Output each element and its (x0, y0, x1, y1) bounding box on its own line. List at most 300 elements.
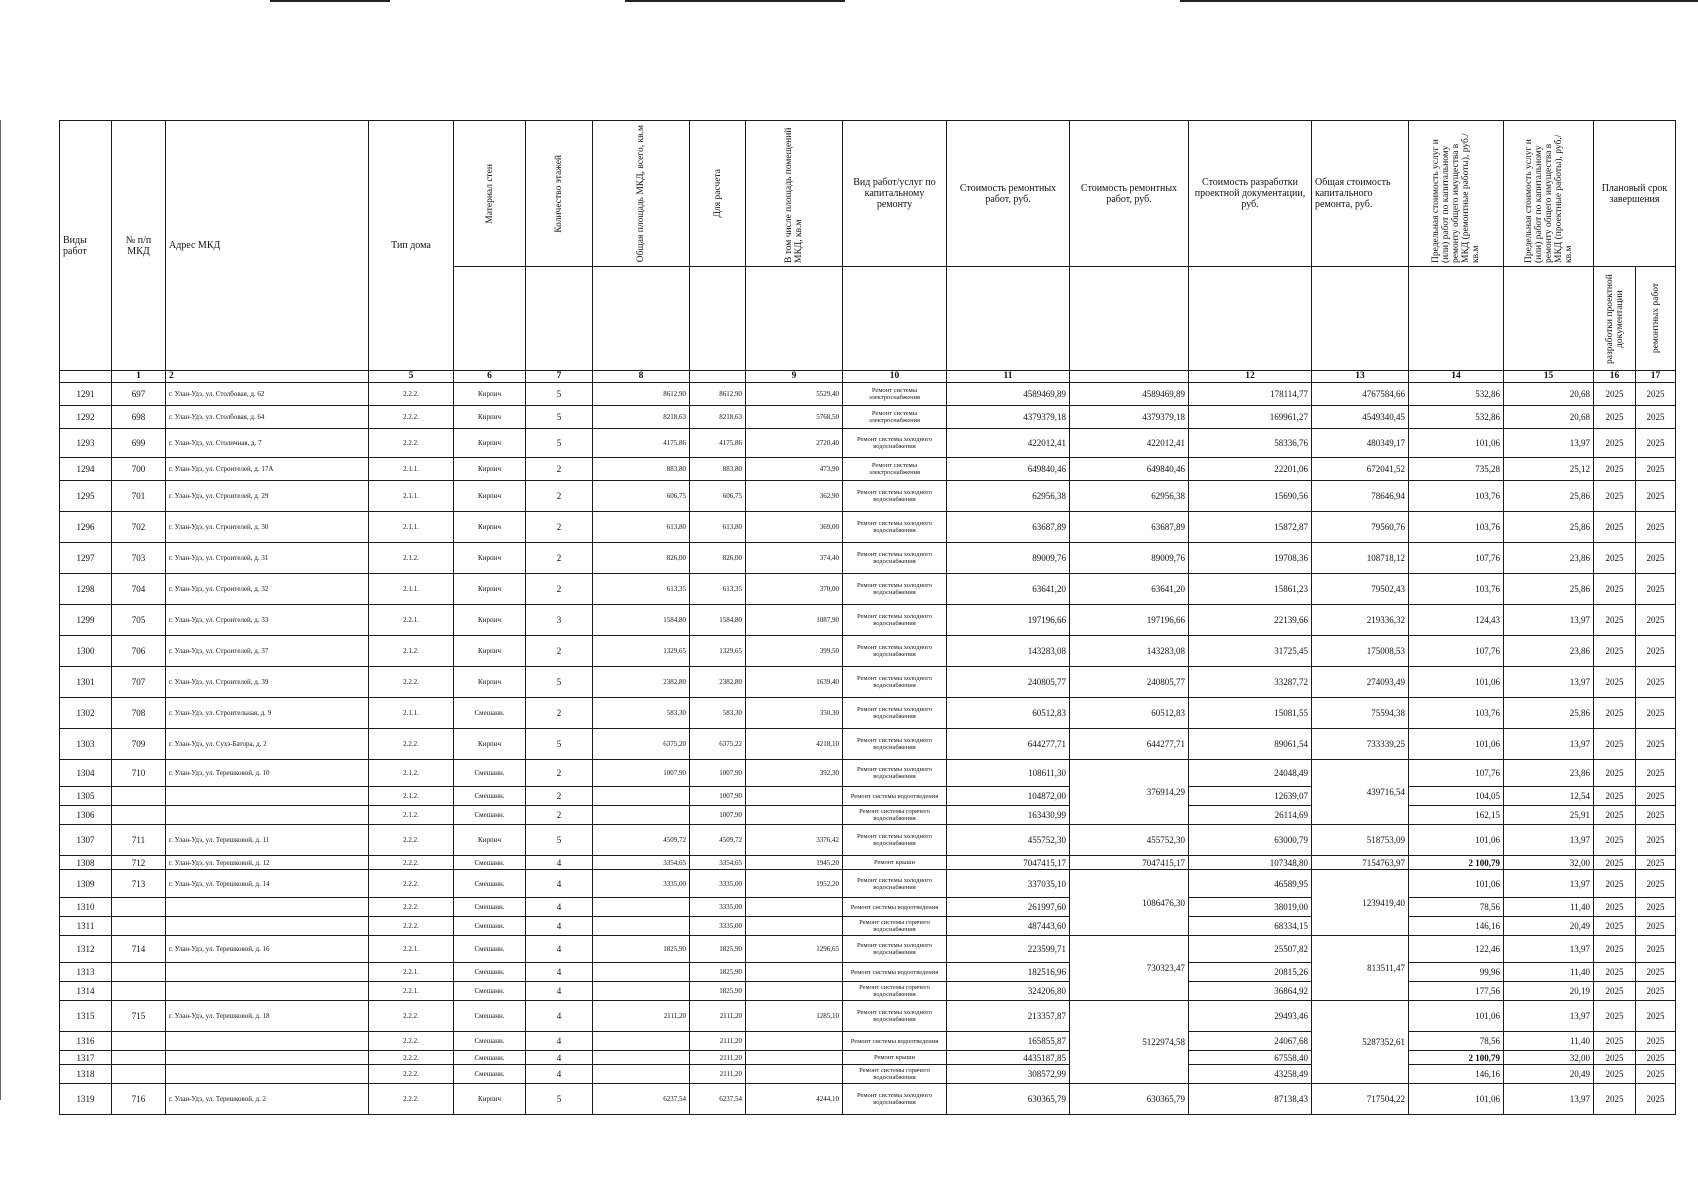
table-row (60, 543, 1676, 574)
cell-fl: 2 (526, 574, 593, 605)
cell-id: 1312 (60, 936, 112, 963)
cell-total: 75594,38 (1312, 698, 1409, 729)
cell-y1: 2025 (1594, 481, 1636, 512)
header-total-cost: Общая стоимость капитального ремонта, руб. (1312, 121, 1409, 267)
cell-fl: 2 (526, 512, 593, 543)
cell-lim2: 13,97 (1504, 429, 1594, 458)
cell-prem: 1639,40 (746, 667, 843, 698)
table-row (60, 917, 1676, 936)
cell-cost: 644277,71 (947, 729, 1070, 760)
cell-lim1: 122,46 (1409, 936, 1504, 963)
table-row (60, 787, 1676, 806)
cell-work: Ремонт системы электроснабжения (843, 406, 947, 429)
cell-fl: 4 (526, 1001, 593, 1032)
cell-cost2: 7047415,17 (1070, 856, 1189, 870)
cell-work: Ремонт системы горячего водоснабжения (843, 982, 947, 1001)
table-row (60, 936, 1676, 963)
cell-y2: 2025 (1636, 787, 1676, 806)
cell-lim2: 25,86 (1504, 512, 1594, 543)
cell-mat: Смешанн. (454, 856, 526, 870)
cell-work: Ремонт системы горячего водоснабжения (843, 1065, 947, 1084)
cell-y2: 2025 (1636, 636, 1676, 667)
cell-cost2: 376914,29 (1070, 760, 1189, 825)
cell-calc: 3354,65 (690, 856, 746, 870)
cell-type: 2.1.1. (369, 574, 454, 605)
cell-total: 4767584,66 (1312, 383, 1409, 406)
cell-addr: г. Улан-Удэ, ул. Терешковой, д. 10 (166, 760, 369, 787)
cell-addr (166, 1065, 369, 1084)
cell-type: 2.2.1. (369, 605, 454, 636)
cell-prem: 370,00 (746, 574, 843, 605)
cell-y1: 2025 (1594, 383, 1636, 406)
cell-y1: 2025 (1594, 1065, 1636, 1084)
header-blank-16 (1504, 267, 1594, 371)
cell-prem (746, 963, 843, 982)
cell-cost: 630365,79 (947, 1084, 1070, 1115)
cell-calc: 4175,86 (690, 429, 746, 458)
cell-cost: 422012,41 (947, 429, 1070, 458)
cell-total: 78646,94 (1312, 481, 1409, 512)
cell-cost: 63687,89 (947, 512, 1070, 543)
cell-y1: 2025 (1594, 825, 1636, 856)
cell-cost2: 730323,47 (1070, 936, 1189, 1001)
cell-n: 714 (112, 936, 166, 963)
cell-mat: Кирпич (454, 406, 526, 429)
cell-lim2: 13,97 (1504, 870, 1594, 898)
scan-top-line-left (270, 0, 390, 2)
header-design-cost: Стоимость разработки проектной документации, руб. (1189, 121, 1312, 267)
cell-prem: 1945,20 (746, 856, 843, 870)
cell-mat: Смешанн. (454, 1032, 526, 1051)
cell-y2: 2025 (1636, 1051, 1676, 1065)
cell-y1: 2025 (1594, 898, 1636, 917)
cell-y2: 2025 (1636, 1032, 1676, 1051)
cell-mat: Смешанн. (454, 787, 526, 806)
cell-area (593, 917, 690, 936)
cell-work: Ремонт системы холодного водоснабжения (843, 667, 947, 698)
cell-n: 699 (112, 429, 166, 458)
cell-y2: 2025 (1636, 1001, 1676, 1032)
cell-lim1: 101,06 (1409, 729, 1504, 760)
cell-lim1: 103,76 (1409, 574, 1504, 605)
cell-cost2: 644277,71 (1070, 729, 1189, 760)
header-blank-6 (526, 267, 593, 371)
cell-y1: 2025 (1594, 698, 1636, 729)
cell-y1: 2025 (1594, 936, 1636, 963)
cell-fl: 2 (526, 481, 593, 512)
header-deadline-repair: ремонтных работ (1636, 267, 1676, 371)
cell-lim1: 103,76 (1409, 512, 1504, 543)
table-row (60, 898, 1676, 917)
cell-type: 2.2.2. (369, 1032, 454, 1051)
cell-n (112, 963, 166, 982)
cell-mat: Смешанн. (454, 1051, 526, 1065)
cell-type: 2.2.2. (369, 870, 454, 898)
cell-work: Ремонт системы горячего водоснабжения (843, 806, 947, 825)
cell-design: 22139,66 (1189, 605, 1312, 636)
cell-lim1: 78,56 (1409, 898, 1504, 917)
table-row (60, 760, 1676, 787)
cell-cost: 197196,66 (947, 605, 1070, 636)
cell-y1: 2025 (1594, 1001, 1636, 1032)
cell-calc: 1329,65 (690, 636, 746, 667)
cell-type: 2.2.2. (369, 1051, 454, 1065)
cell-prem: 399,50 (746, 636, 843, 667)
cell-design: 15690,56 (1189, 481, 1312, 512)
cell-cost2: 649840,46 (1070, 458, 1189, 481)
cell-id: 1309 (60, 870, 112, 898)
cell-addr: г. Улан-Удэ, ул. Терешковой, д. 18 (166, 1001, 369, 1032)
cell-prem: 473,90 (746, 458, 843, 481)
cell-fl: 4 (526, 870, 593, 898)
cell-y2: 2025 (1636, 806, 1676, 825)
cell-mat: Смешанн. (454, 806, 526, 825)
cell-cost2: 60512,83 (1070, 698, 1189, 729)
cell-n (112, 1065, 166, 1084)
cell-y1: 2025 (1594, 605, 1636, 636)
cell-mat: Смешанн. (454, 1065, 526, 1084)
table-row (60, 574, 1676, 605)
cell-work: Ремонт системы электроснабжения (843, 383, 947, 406)
cell-y1: 2025 (1594, 963, 1636, 982)
cell-id: 1311 (60, 917, 112, 936)
cell-area: 1584,80 (593, 605, 690, 636)
cell-lim2: 23,86 (1504, 636, 1594, 667)
cell-fl: 2 (526, 806, 593, 825)
cell-y2: 2025 (1636, 1084, 1676, 1115)
header-blank-12 (1070, 267, 1189, 371)
cell-area: 1825,90 (593, 936, 690, 963)
header-limit-repair: Предельная стоимость услуг и (или) работ по капитальному ремонту общего имущества в МКД (ремонтные работы), руб./кв.м (1409, 121, 1504, 267)
scan-left-edge (0, 120, 1, 1100)
cell-y1: 2025 (1594, 406, 1636, 429)
cell-total: 733339,25 (1312, 729, 1409, 760)
cell-lim2: 13,97 (1504, 936, 1594, 963)
cell-total: 175008,53 (1312, 636, 1409, 667)
cell-area: 2382,80 (593, 667, 690, 698)
cell-total: 79502,43 (1312, 574, 1409, 605)
cell-mat: Кирпич (454, 543, 526, 574)
cell-area: 1329,65 (593, 636, 690, 667)
cell-cost2: 197196,66 (1070, 605, 1189, 636)
cell-calc: 2111,20 (690, 1001, 746, 1032)
header-vid: Виды работ (60, 121, 112, 371)
cell-addr (166, 917, 369, 936)
table-row (60, 406, 1676, 429)
colnum-blank-c (1070, 371, 1189, 383)
cell-fl: 4 (526, 898, 593, 917)
colnum-9: 9 (746, 371, 843, 383)
cell-n: 698 (112, 406, 166, 429)
cell-n: 701 (112, 481, 166, 512)
table-row (60, 1084, 1676, 1115)
cell-lim1: 99,96 (1409, 963, 1504, 982)
cell-y2: 2025 (1636, 982, 1676, 1001)
cell-y1: 2025 (1594, 1051, 1636, 1065)
cell-type: 2.2.2. (369, 917, 454, 936)
cell-y2: 2025 (1636, 870, 1676, 898)
cell-n (112, 917, 166, 936)
colnum-2: 2 (166, 371, 369, 383)
cell-y2: 2025 (1636, 458, 1676, 481)
colnum-5: 5 (369, 371, 454, 383)
cell-prem (746, 787, 843, 806)
cell-fl: 4 (526, 917, 593, 936)
cell-total: 219336,32 (1312, 605, 1409, 636)
cell-design: 24048,49 (1189, 760, 1312, 787)
cell-addr: г. Улан-Удэ, ул. Строителей, д. 39 (166, 667, 369, 698)
colnum-15: 15 (1504, 371, 1594, 383)
cell-cost2: 240805,77 (1070, 667, 1189, 698)
header-calc: Для расчета (690, 121, 746, 267)
cell-type: 2.1.1. (369, 512, 454, 543)
cell-y2: 2025 (1636, 898, 1676, 917)
cell-y2: 2025 (1636, 512, 1676, 543)
cell-calc: 2382,80 (690, 667, 746, 698)
cell-type: 2.2.2. (369, 856, 454, 870)
cell-prem: 4218,10 (746, 729, 843, 760)
cell-lim2: 13,97 (1504, 1084, 1594, 1115)
cell-design: 26114,69 (1189, 806, 1312, 825)
cell-lim1: 162,15 (1409, 806, 1504, 825)
cell-prem (746, 1032, 843, 1051)
colnum-1: 1 (112, 371, 166, 383)
cell-mat: Кирпич (454, 825, 526, 856)
header-deadline-design: разработки проектной документации (1594, 267, 1636, 371)
cell-fl: 2 (526, 787, 593, 806)
cell-cost2: 1086476,30 (1070, 870, 1189, 936)
cell-n: 710 (112, 760, 166, 787)
header-limit-design: Предельная стоимость услуг и (или) работ по капитальному ремонту общего имущества в МКД (проектные работы), руб./кв.м (1504, 121, 1594, 267)
cell-calc: 1825,90 (690, 963, 746, 982)
cell-cost: 240805,77 (947, 667, 1070, 698)
cell-id: 1313 (60, 963, 112, 982)
cell-lim2: 23,86 (1504, 760, 1594, 787)
header-floors: Количество этажей (526, 121, 593, 267)
cell-area: 3354,65 (593, 856, 690, 870)
cell-lim2: 20,49 (1504, 1065, 1594, 1084)
cell-fl: 2 (526, 636, 593, 667)
cell-total: 7154763,97 (1312, 856, 1409, 870)
table-row (60, 1001, 1676, 1032)
cell-addr: г. Улан-Удэ, ул. Терешковой, д. 2 (166, 1084, 369, 1115)
cell-y2: 2025 (1636, 543, 1676, 574)
cell-prem: 369,00 (746, 512, 843, 543)
cell-lim1: 146,16 (1409, 917, 1504, 936)
table-row (60, 963, 1676, 982)
cell-calc: 6237,54 (690, 1084, 746, 1115)
cell-id: 1302 (60, 698, 112, 729)
cell-design: 87138,43 (1189, 1084, 1312, 1115)
cell-addr: г. Улан-Удэ, ул. Строителей, д. 33 (166, 605, 369, 636)
cell-mat: Кирпич (454, 636, 526, 667)
cell-cost: 324206,80 (947, 982, 1070, 1001)
cell-addr (166, 787, 369, 806)
cell-area: 4175,86 (593, 429, 690, 458)
cell-cost: 649840,46 (947, 458, 1070, 481)
colnum-12: 12 (1189, 371, 1312, 383)
cell-lim2: 25,91 (1504, 806, 1594, 825)
cell-area (593, 982, 690, 1001)
cell-total: 717504,22 (1312, 1084, 1409, 1115)
cell-cost: 213357,87 (947, 1001, 1070, 1032)
cell-work: Ремонт системы холодного водоснабжения (843, 698, 947, 729)
cell-addr (166, 982, 369, 1001)
cell-calc: 1584,80 (690, 605, 746, 636)
cell-addr: г. Улан-Удэ, ул. Столбовая, д. 62 (166, 383, 369, 406)
cell-cost: 163430,99 (947, 806, 1070, 825)
cell-y2: 2025 (1636, 917, 1676, 936)
cell-area: 1007,90 (593, 760, 690, 787)
cell-n: 709 (112, 729, 166, 760)
header-address: Адрес МКД (166, 121, 369, 371)
cell-addr: г. Улан-Удэ, ул. Строительная, д. 9 (166, 698, 369, 729)
cell-y2: 2025 (1636, 698, 1676, 729)
header-repair-cost-2: Стоимость ремонтных работ, руб. (1070, 121, 1189, 267)
cell-lim1: 103,76 (1409, 481, 1504, 512)
cell-design: 89061,54 (1189, 729, 1312, 760)
header-premises-area: В том числе площадь помещений МКД, кв.м (746, 121, 843, 267)
cell-lim1: 101,06 (1409, 870, 1504, 898)
cell-total: 5287352,61 (1312, 1001, 1409, 1084)
cell-lim1: 124,43 (1409, 605, 1504, 636)
cell-n (112, 787, 166, 806)
cell-calc: 4509,72 (690, 825, 746, 856)
cell-area: 2111,20 (593, 1001, 690, 1032)
cell-fl: 2 (526, 760, 593, 787)
colnum-14: 14 (1409, 371, 1504, 383)
cell-design: 31725,45 (1189, 636, 1312, 667)
cell-id: 1292 (60, 406, 112, 429)
cell-addr: г. Улан-Удэ, ул. Столичная, д. 7 (166, 429, 369, 458)
cell-work: Ремонт системы водоотведения (843, 1032, 947, 1051)
header-walls: Материал стен (454, 121, 526, 267)
cell-area: 613,35 (593, 574, 690, 605)
cell-area (593, 1065, 690, 1084)
cell-prem (746, 982, 843, 1001)
cell-lim1: 101,06 (1409, 1001, 1504, 1032)
cell-fl: 4 (526, 1051, 593, 1065)
cell-mat: Смешанн. (454, 760, 526, 787)
scan-top-line-right (1180, 0, 1698, 2)
cell-calc: 8612,90 (690, 383, 746, 406)
cell-n: 715 (112, 1001, 166, 1032)
cell-design: 67558,40 (1189, 1051, 1312, 1065)
cell-mat: Кирпич (454, 729, 526, 760)
cell-lim2: 25,86 (1504, 698, 1594, 729)
cell-lim1: 101,06 (1409, 1084, 1504, 1115)
cell-area (593, 806, 690, 825)
cell-design: 12639,07 (1189, 787, 1312, 806)
cell-cost: 62956,38 (947, 481, 1070, 512)
cell-lim2: 32,00 (1504, 856, 1594, 870)
cell-cost: 261997,60 (947, 898, 1070, 917)
cell-calc: 3335,00 (690, 870, 746, 898)
cell-cost: 223599,71 (947, 936, 1070, 963)
cell-id: 1310 (60, 898, 112, 917)
cell-type: 2.2.2. (369, 429, 454, 458)
colnum-10: 10 (843, 371, 947, 383)
cell-addr: г. Улан-Удэ, ул. Терешковой, д. 14 (166, 870, 369, 898)
cell-n: 706 (112, 636, 166, 667)
cell-cost2: 4379379,18 (1070, 406, 1189, 429)
cell-lim1: 103,76 (1409, 698, 1504, 729)
cell-addr: г. Улан-Удэ, ул. Терешковой, д. 12 (166, 856, 369, 870)
cell-addr: г. Улан-Удэ, ул. Строителей, д. 37 (166, 636, 369, 667)
cell-y1: 2025 (1594, 870, 1636, 898)
header-work-type: Вид работ/услуг по капитальному ремонту (843, 121, 947, 267)
cell-lim2: 25,86 (1504, 481, 1594, 512)
cell-addr: г. Улан-Удэ, ул. Строителей, д. 32 (166, 574, 369, 605)
cell-addr: г. Улан-Удэ, ул. Сухэ-Батора, д. 2 (166, 729, 369, 760)
cell-calc: 606,75 (690, 481, 746, 512)
cell-lim1: 101,06 (1409, 825, 1504, 856)
table-row (60, 698, 1676, 729)
cell-design: 15872,87 (1189, 512, 1312, 543)
cell-prem: 3376,42 (746, 825, 843, 856)
cell-id: 1317 (60, 1051, 112, 1065)
cell-cost: 60512,83 (947, 698, 1070, 729)
cell-area: 606,75 (593, 481, 690, 512)
colnum-13: 13 (1312, 371, 1409, 383)
cell-work: Ремонт системы холодного водоснабжения (843, 1001, 947, 1032)
cell-work: Ремонт системы электроснабжения (843, 458, 947, 481)
header-blank-7 (593, 267, 690, 371)
colnum-blank-b (690, 371, 746, 383)
cell-calc: 613,35 (690, 574, 746, 605)
cell-addr: г. Улан-Удэ, ул. Строителей, д. 30 (166, 512, 369, 543)
cell-design: 107348,80 (1189, 856, 1312, 870)
colnum-6: 6 (454, 371, 526, 383)
cell-area: 613,80 (593, 512, 690, 543)
cell-lim1: 146,16 (1409, 1065, 1504, 1084)
cell-lim1: 107,76 (1409, 760, 1504, 787)
colnum-11: 11 (947, 371, 1070, 383)
cell-type: 2.2.2. (369, 383, 454, 406)
cell-work: Ремонт системы горячего водоснабжения (843, 917, 947, 936)
cell-addr (166, 1032, 369, 1051)
cell-design: 58336,76 (1189, 429, 1312, 458)
header-repair-cost: Стоимость ремонтных работ, руб. (947, 121, 1070, 267)
cell-cost: 182516,96 (947, 963, 1070, 982)
cell-type: 2.2.2. (369, 825, 454, 856)
cell-n (112, 1032, 166, 1051)
cell-type: 2.1.2. (369, 787, 454, 806)
cell-n: 700 (112, 458, 166, 481)
cell-lim2: 25,12 (1504, 458, 1594, 481)
cell-addr (166, 1051, 369, 1065)
cell-type: 2.1.2. (369, 543, 454, 574)
cell-calc: 8218,63 (690, 406, 746, 429)
cell-y2: 2025 (1636, 856, 1676, 870)
cell-cost2: 63641,20 (1070, 574, 1189, 605)
cell-calc: 1825,90 (690, 936, 746, 963)
scan-top-line-middle (625, 0, 845, 2)
cell-id: 1307 (60, 825, 112, 856)
cell-n (112, 982, 166, 1001)
cell-y1: 2025 (1594, 543, 1636, 574)
cell-y1: 2025 (1594, 574, 1636, 605)
cell-n: 711 (112, 825, 166, 856)
cell-prem (746, 917, 843, 936)
cell-addr (166, 898, 369, 917)
cell-addr: г. Улан-Удэ, ул. Строителей, д. 31 (166, 543, 369, 574)
table-row (60, 1051, 1676, 1065)
cell-fl: 5 (526, 383, 593, 406)
header-house-type: Тип дома (369, 121, 454, 371)
cell-mat: Смешанн. (454, 898, 526, 917)
cell-mat: Смешанн. (454, 936, 526, 963)
